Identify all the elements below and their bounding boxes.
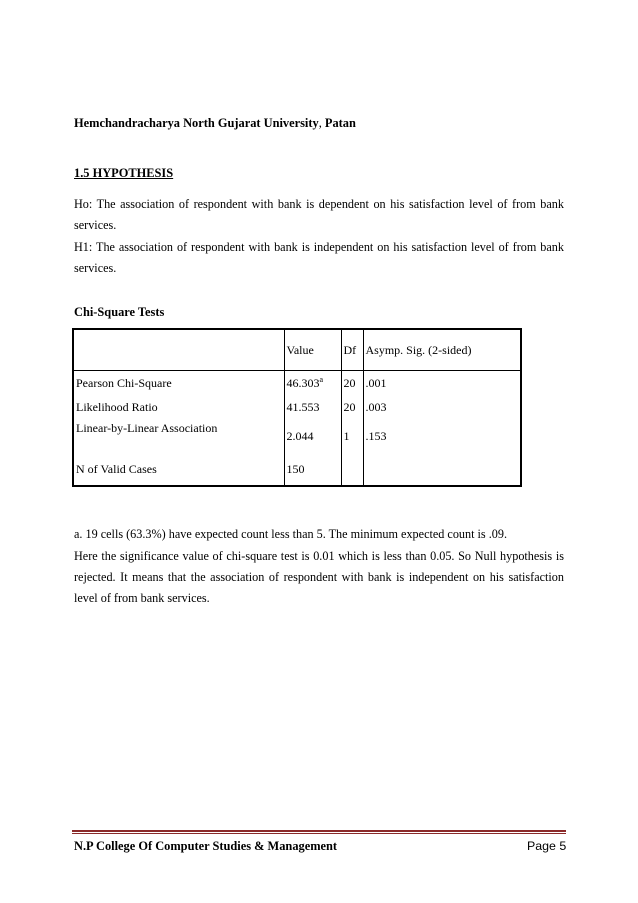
row-value: 150 — [284, 453, 341, 486]
row-sig: .003 — [363, 395, 521, 419]
row-value-number: 46.303 — [286, 375, 320, 390]
header-cell-df: Df — [341, 329, 363, 371]
row-label: Pearson Chi-Square — [76, 375, 172, 390]
header-cell-sig: Asymp. Sig. (2-sided) — [363, 329, 521, 371]
footer-college: N.P College Of Computer Studies & Management — [74, 839, 338, 853]
university-name: Hemchandracharya North Gujarat University — [74, 116, 319, 130]
result-paragraph: Here the significance value of chi-square test is 0.01 which is less than 0.05. So Null hypothesis is rejected. It means that the association of respondent with bank is independent on his satisfaction level of from bank services. — [74, 549, 564, 605]
footer-rule — [72, 830, 566, 832]
header-cell-empty — [73, 329, 284, 371]
row-value: 41.553 — [284, 395, 341, 419]
row-df — [341, 453, 363, 486]
row-sig: .153 — [363, 419, 521, 453]
chi-square-title: Chi-Square Tests — [74, 305, 165, 319]
footer-rule-thin — [72, 833, 566, 834]
table-row — [73, 395, 521, 419]
row-value — [284, 371, 341, 396]
row-label: Linear-by-Linear Association — [76, 421, 218, 435]
row-value: 2.044 — [284, 419, 341, 453]
hypothesis-heading: 1.5 HYPOTHESIS — [74, 166, 174, 180]
null-hypothesis: Ho: The association of respondent with bank is dependent on his satisfaction level of from bank services. — [74, 197, 564, 232]
row-sig: .001 — [363, 371, 521, 396]
university-separator: , — [318, 116, 325, 130]
table-footnote: a. 19 cells (63.3%) have expected count less than 5. The minimum expected count is .09. — [74, 527, 507, 541]
table-row — [73, 453, 521, 486]
footnote-marker: a — [319, 374, 324, 384]
footer-page-number: Page 5 — [527, 839, 567, 853]
university-city: Patan — [324, 116, 356, 130]
row-df: 20 — [341, 371, 363, 396]
row-label: N of Valid Cases — [76, 461, 157, 476]
row-sig — [363, 453, 521, 486]
row-label: Likelihood Ratio — [76, 399, 158, 414]
chi-square-table — [72, 328, 522, 487]
table-row — [73, 419, 521, 453]
table-row — [73, 371, 521, 396]
header-cell-value: Value — [284, 329, 341, 371]
university-header — [74, 116, 356, 131]
row-df: 20 — [341, 395, 363, 419]
row-df: 1 — [341, 419, 363, 453]
table-header-row — [73, 329, 521, 371]
alternative-hypothesis: H1: The association of respondent with bank is independent on his satisfaction level of from bank services. — [74, 240, 564, 275]
